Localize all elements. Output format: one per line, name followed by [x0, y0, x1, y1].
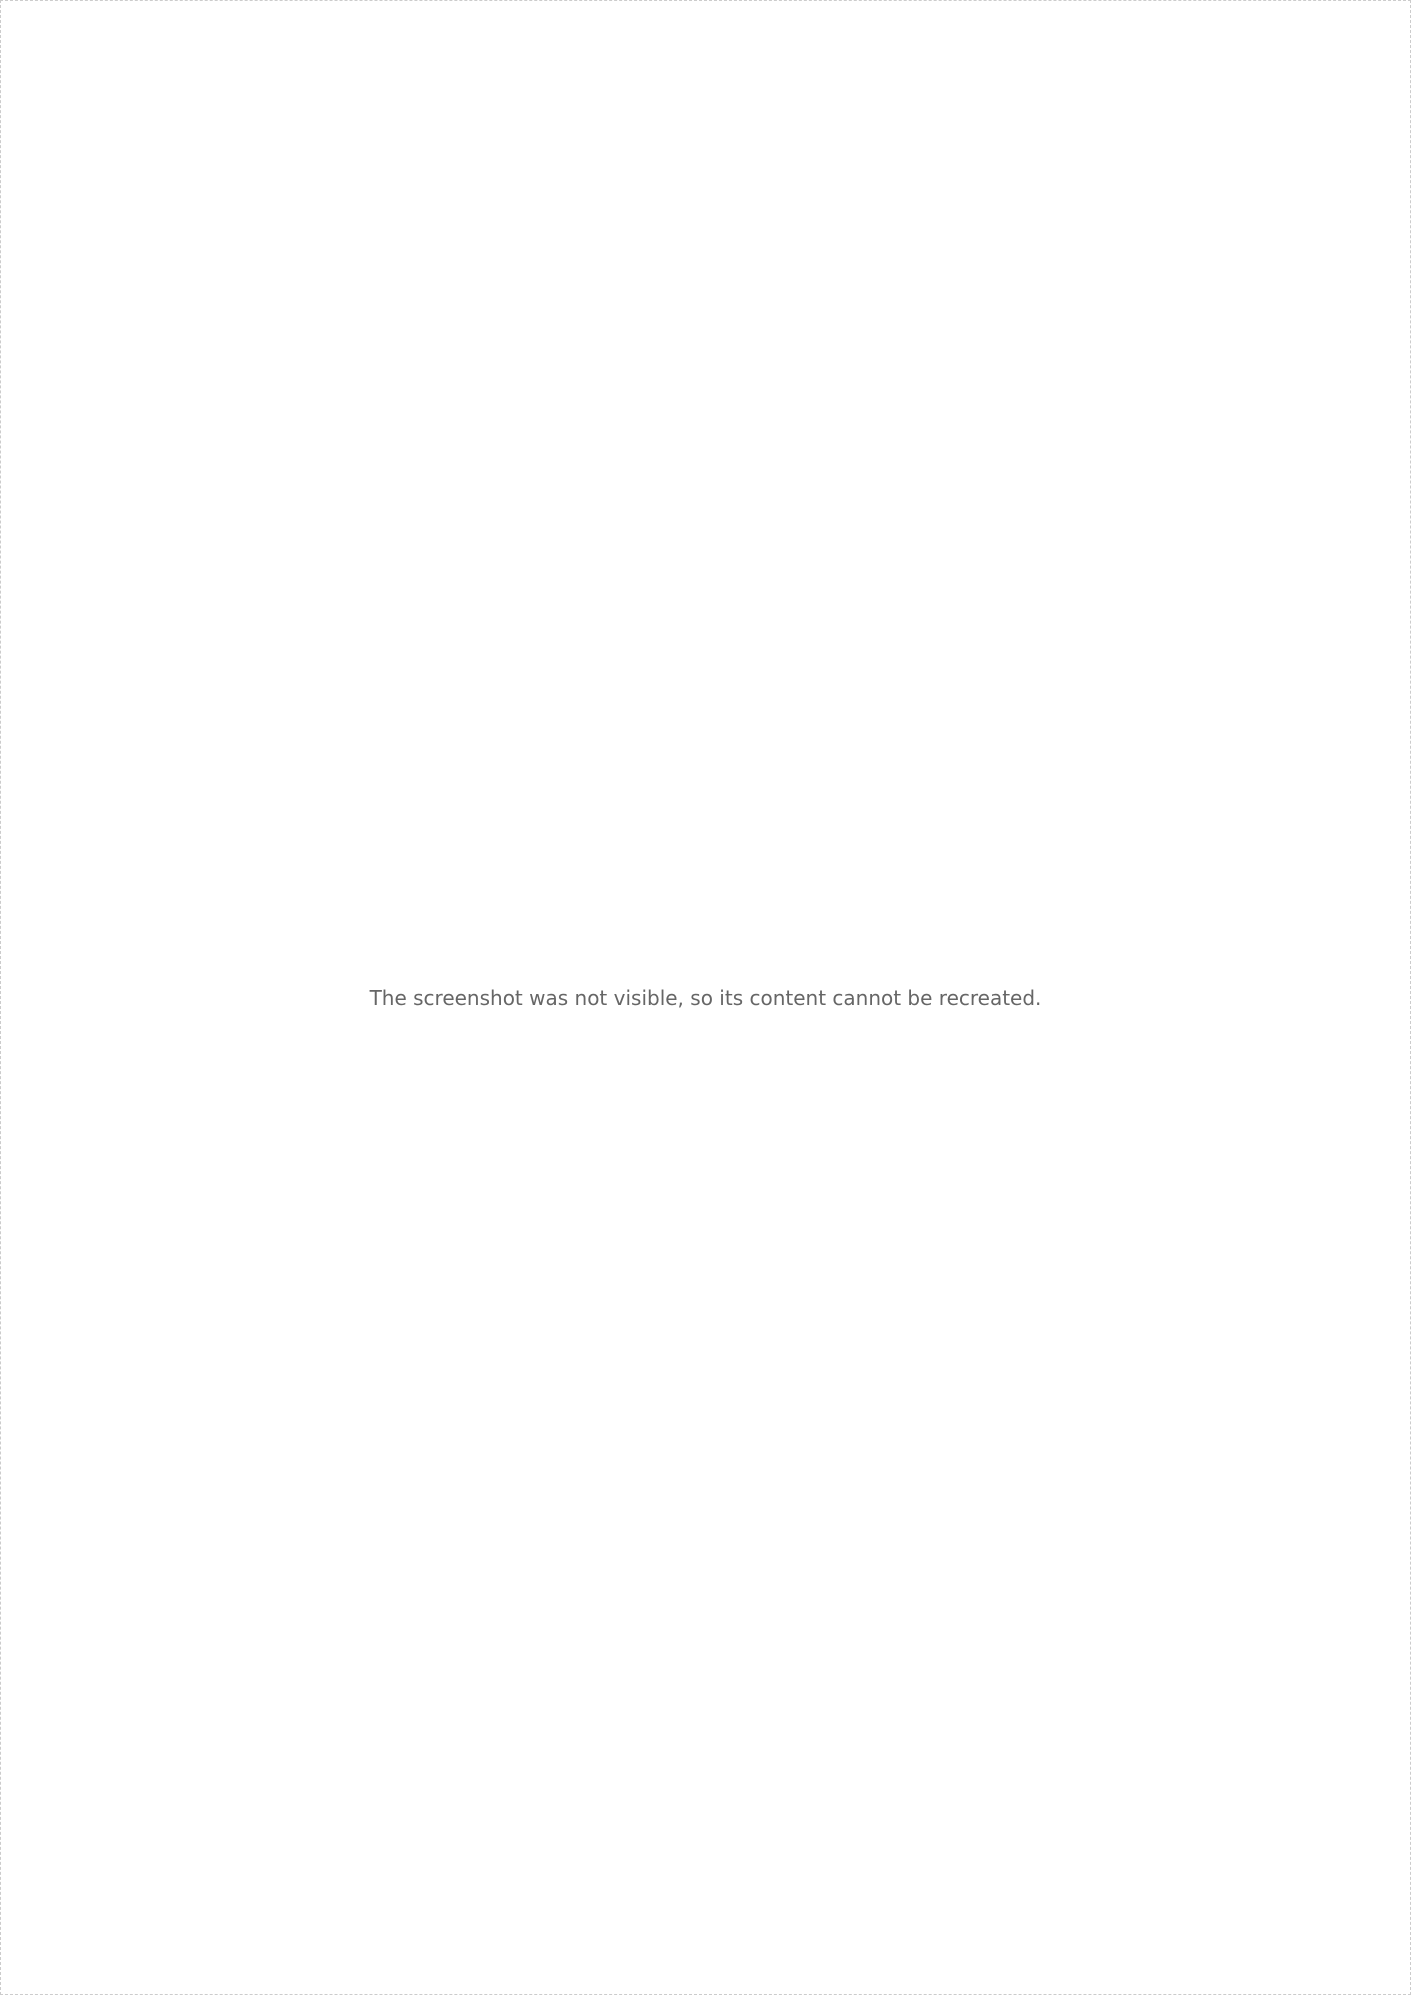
missing-image-notice: The screenshot was not visible, so its content cannot be recreated. — [369, 985, 1042, 1010]
